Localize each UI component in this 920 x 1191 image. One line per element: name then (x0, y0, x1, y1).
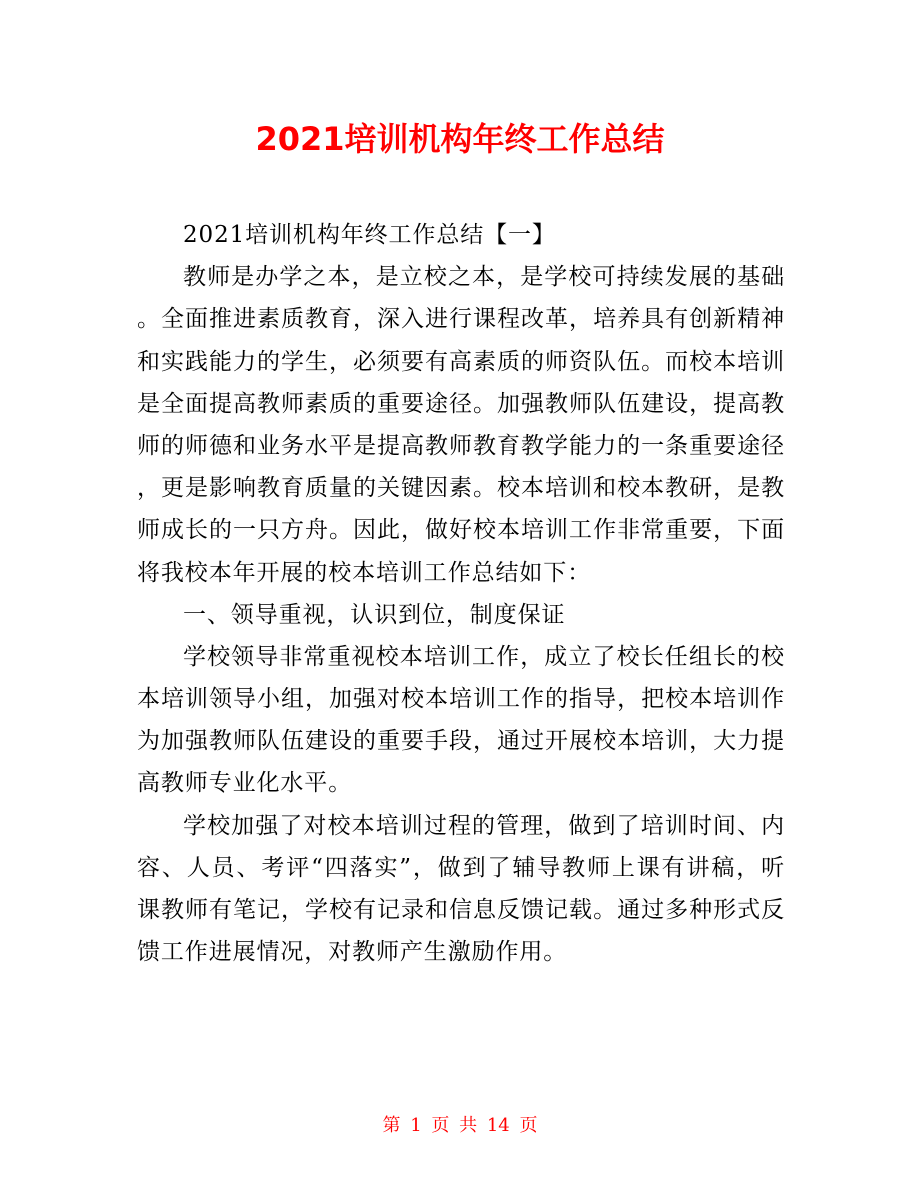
text-line: 容、人员、考评“四落实”，做到了辅导教师上课有讲稿，听 (137, 854, 785, 881)
page-footer: 第 1 页 共 14 页 (382, 1115, 538, 1136)
text-line: ，更是影响教育质量的关键因素。校本培训和校本教研，是教 (137, 475, 785, 502)
text-line: 馈工作进展情况，对教师产生激励作用。 (137, 939, 568, 966)
text-line: 高教师专业化水平。 (137, 770, 353, 797)
text-line: 将我校本年开展的校本培训工作总结如下： (137, 559, 592, 586)
text-line: 和实践能力的学生，必须要有高素质的师资队伍。而校本培训 (137, 348, 785, 375)
text-line: 本培训领导小组，加强对校本培训工作的指导，把校本培训作 (137, 686, 785, 713)
document-title: 2021培训机构年终工作总结 (255, 120, 665, 158)
text-line: 师成长的一只方舟。因此，做好校本培训工作非常重要，下面 (137, 517, 785, 544)
text-line: 是全面提高教师素质的重要途径。加强教师队伍建设，提高教 (137, 390, 785, 417)
text-line: 一、领导重视，认识到位，制度保证 (183, 601, 566, 628)
text-line: 为加强教师队伍建设的重要手段，通过开展校本培训，大力提 (137, 728, 785, 755)
text-line: 师的师德和业务水平是提高教师教育教学能力的一条重要途径 (137, 432, 785, 459)
text-line: 2021培训机构年终工作总结【一】 (183, 222, 556, 248)
text-line: 教师是办学之本，是立校之本，是学校可持续发展的基础 (183, 264, 785, 291)
text-line: 学校加强了对校本培训过程的管理，做到了培训时间、内 (183, 812, 785, 839)
text-line: 。全面推进素质教育，深入进行课程改革，培养具有创新精神 (137, 306, 785, 333)
document-body (137, 214, 785, 973)
text-line: 学校领导非常重视校本培训工作，成立了校长任组长的校 (183, 643, 785, 670)
text-line: 课教师有笔记，学校有记录和信息反馈记载。通过多种形式反 (137, 897, 785, 923)
